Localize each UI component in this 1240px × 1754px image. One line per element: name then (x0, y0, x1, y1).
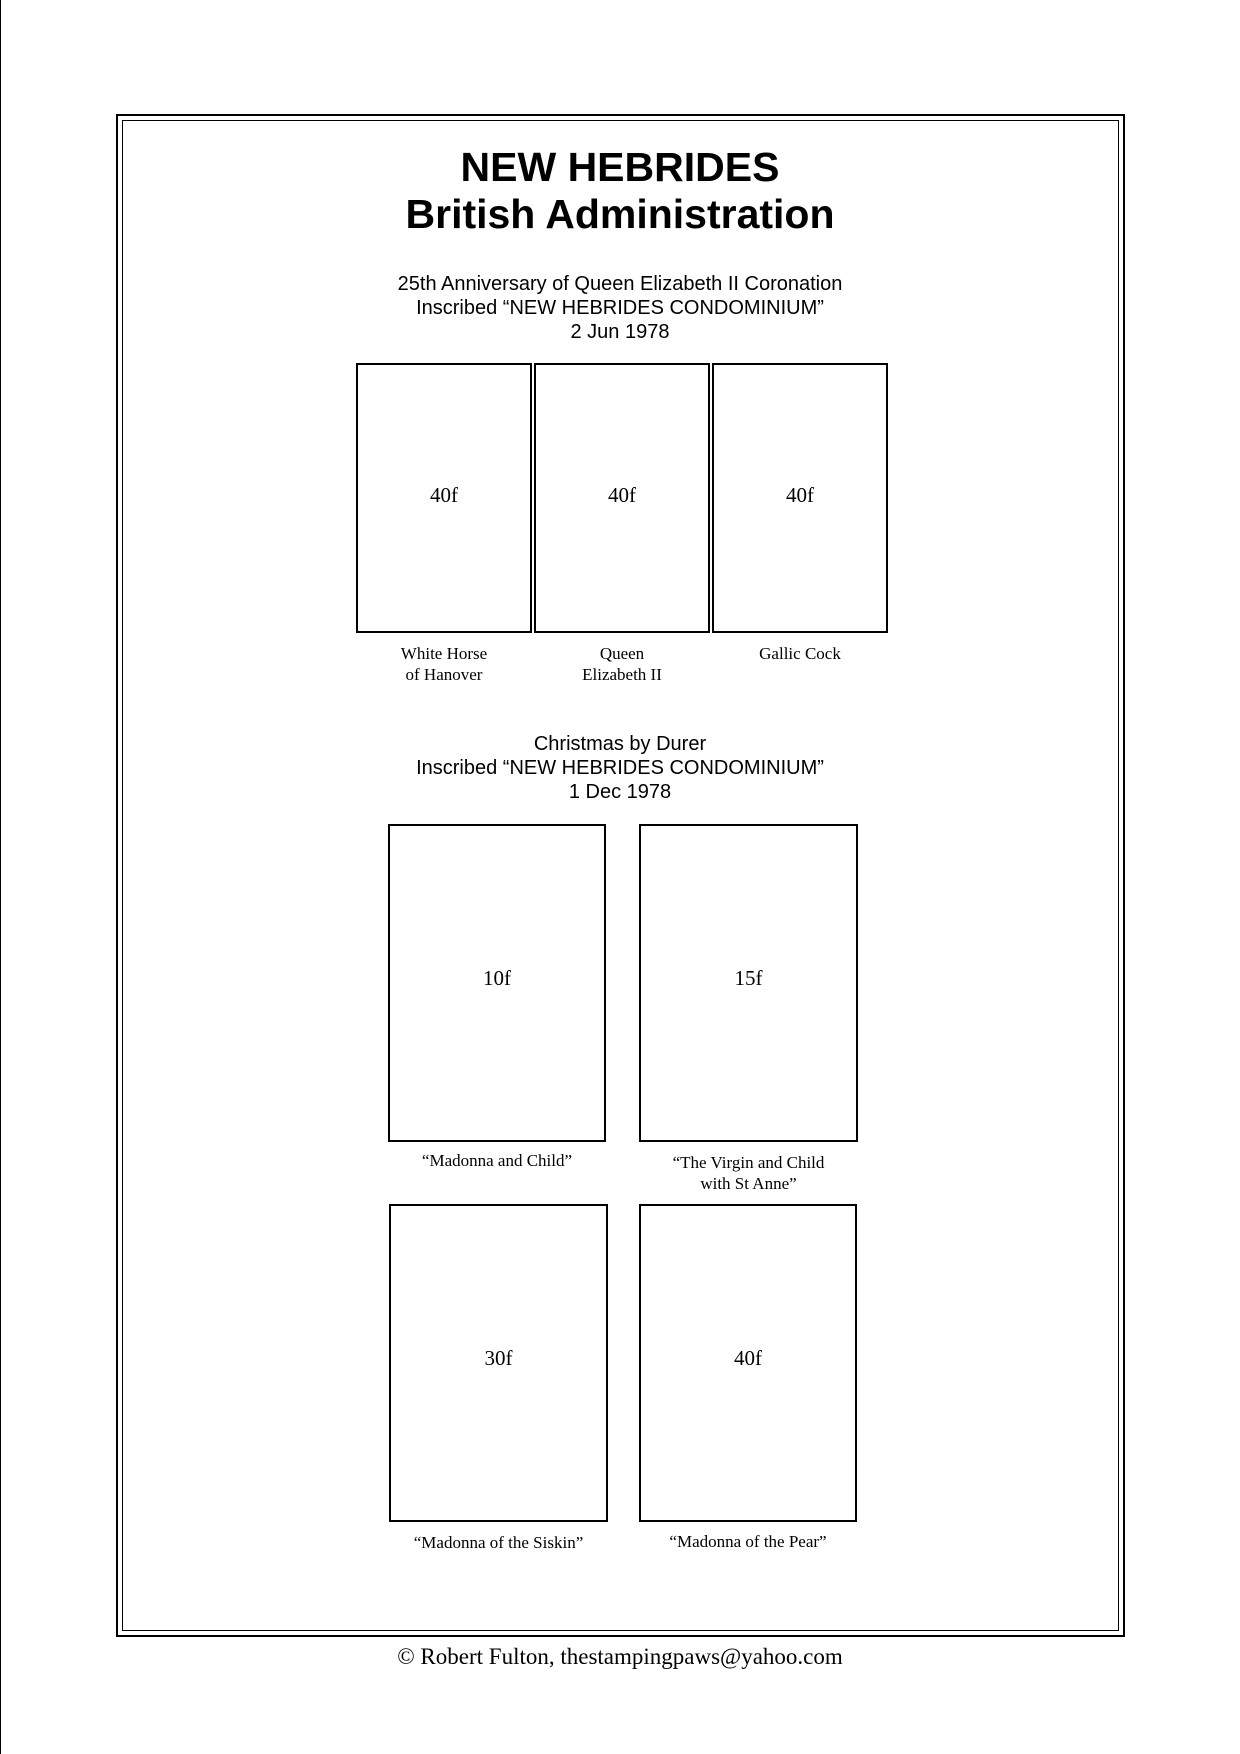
stamp-box (534, 363, 710, 633)
stamp-box (356, 363, 532, 633)
stamp-value: 40f (430, 483, 458, 507)
copyright-footer: © Robert Fulton, thestampingpaws@yahoo.com (397, 1644, 843, 1669)
stamp-caption: “The Virgin and Child with St Anne” (672, 1153, 825, 1193)
stamp-caption: “Madonna of the Pear” (669, 1532, 827, 1551)
stamp-box (712, 363, 888, 633)
stamp-caption: Gallic Cock (759, 644, 841, 663)
stamp-caption: Queen Elizabeth II (582, 644, 662, 684)
page-subtitle: British Administration (405, 191, 835, 237)
inner-border (122, 120, 1119, 1631)
stamp-box (639, 824, 858, 1142)
stamp-caption: “Madonna and Child” (421, 1151, 573, 1170)
stamp-box (389, 1204, 608, 1522)
section-1-heading: 25th Anniversary of Queen Elizabeth II Coronation (397, 273, 843, 295)
section-2-inscription: Inscribed “NEW HEBRIDES CONDOMINIUM” (416, 757, 824, 779)
section-1-inscription: Inscribed “NEW HEBRIDES CONDOMINIUM” (416, 297, 824, 319)
stamp-value: 10f (483, 966, 511, 990)
stamp-value: 40f (786, 483, 814, 507)
stamp-caption: “Madonna of the Siskin” (413, 1533, 584, 1552)
stamp-caption: White Horse of Hanover (400, 644, 488, 684)
stamp-box (388, 824, 606, 1142)
stamp-box (639, 1204, 857, 1522)
stamp-value: 40f (608, 483, 636, 507)
section-2-date: 1 Dec 1978 (568, 781, 672, 803)
section-2-heading: Christmas by Durer (533, 733, 707, 755)
stamp-value: 30f (484, 1346, 513, 1370)
stamp-value: 15f (734, 966, 763, 990)
section-1-date: 2 Jun 1978 (570, 321, 670, 343)
page-title: NEW HEBRIDES (460, 144, 780, 190)
stamp-value: 40f (734, 1346, 762, 1370)
page-edge (0, 0, 1, 1754)
